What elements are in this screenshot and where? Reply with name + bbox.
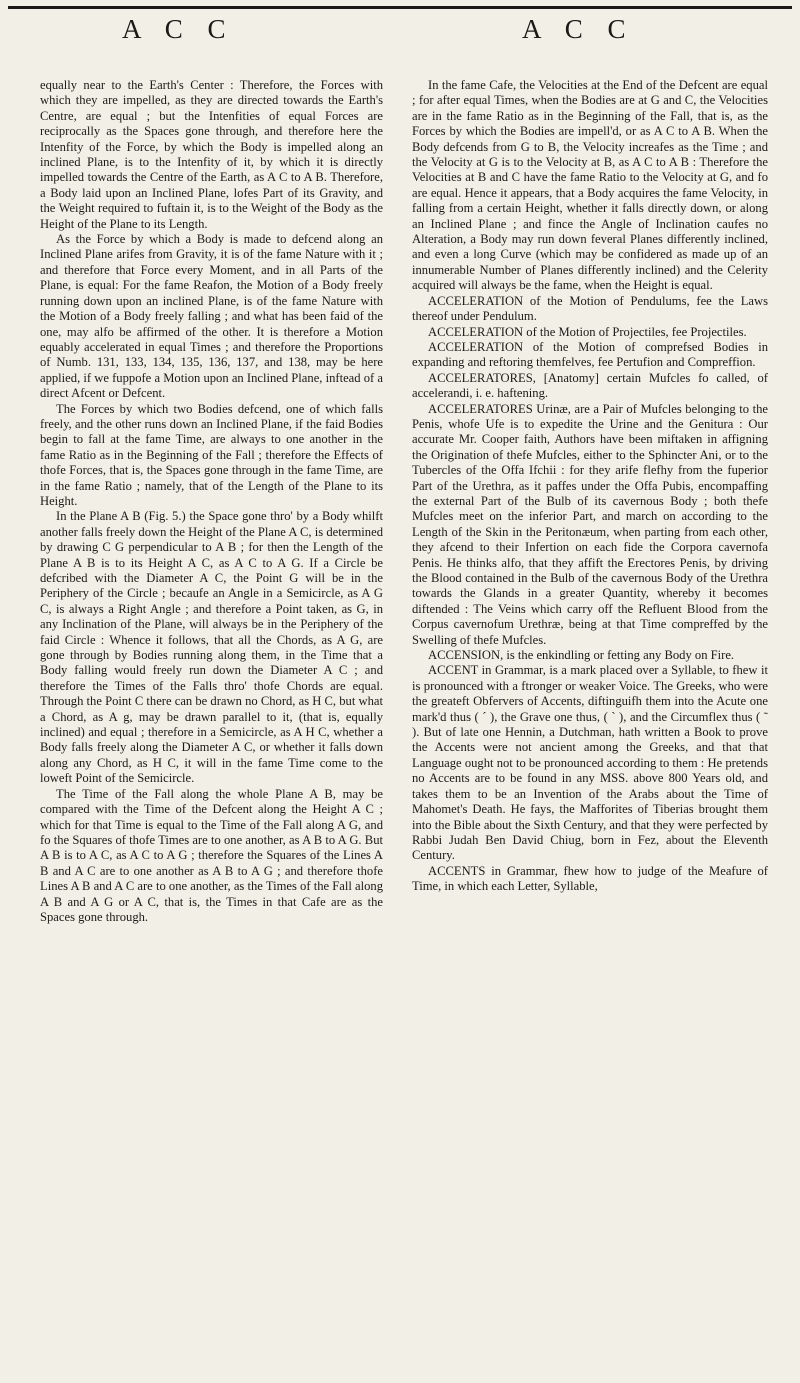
- dictionary-entry: ACCELERATORES Urinæ, are a Pair of Mufcles belonging to the Penis, whofe Ufe is to expedite the Urine and the Genitura : Our accurate Mr. Cooper faith, Authors have been miftaken in affigning the Origination of thefe Mufcles, either to the Sphincter Ani, or to the Tubercles of the Offa Ifchii : for they arife flefhy from the fuperior Part of the Urethra, as it paffes under the Offa Pubis, encompaffing the external Part of the Bulb of its cavernous Body ; both thefe Mufcles meet on the inferior Part, and march on according to the Length of the Skin in the Peritonæum, when parting from each other, they afcend to their Infertion on each fide the Corpora cavernofa Penis. He thinks alfo, that they affift the Erectores Penis, by driving the Blood contained in the Bulb of the cavernous Body of the Urethra towards the Glands in a greater Quantity, whereby it becomes diftended : The Veins which carry off the Refluent Blood from the Corpus cavernofum Urethræ, being at that Time compreffed by the Swelling of thefe Mufcles.: [412, 401, 768, 647]
- paragraph: equally near to the Earth's Center : Therefore, the Forces with which they are impelled, as they are directed towards the Earth's Centre, are equal ; but the Intenfities of equal Forces are reciprocally as the Spaces gone through, and therefore here the Intenfity of the Force, by which the Body is impelled along an inclined Plane, is to the Intenfity of it, by which it is directly impelled towards the Centre of the Earth, as A C to A B. Therefore, a Body laid upon an Inclined Plane, lofes Part of its Gravity, and the Weight required to fuftain it, is to the Weight of the Body as the Height of the Plane to its Length.: [40, 78, 383, 231]
- dictionary-entry: ACCELERATION of the Motion of Projectiles, fee Projectiles.: [428, 324, 747, 339]
- paragraph: The Forces by which two Bodies defcend, one of which falls freely, and the other runs down an Inclined Plane, if the faid Bodies begin to fall at the fame Time, are always to one another in the fame Ratio as in the Beginning of the Fall ; therefore the Effects of thofe Forces, that is, the Spaces gone through in the fame Time, are in the fame Ratio ; namely, that of the Length of the Plane to its Height.: [40, 401, 383, 508]
- paragraph: As the Force by which a Body is made to defcend along an Inclined Plane arifes from Gravity, it is of the fame Nature with it ; and therefore that Force every Moment, and in all Parts of the Plane, is equal: For the fame Reafon, the Motion of a Body freely running down upon an inclined Plane, is of the fame Nature with the Motion of a Body freely falling ; and what has been faid of the one, may alfo be affirmed of the other. It is therefore a Motion equably accelerated in equal Times ; and therefore the Proportions of Numb. 131, 133, 134, 135, 136, 137, and 138, may be here applied, if we fuppofe a Motion upon an Inclined Plane, inftead of a direct Afcent or Defcent.: [40, 232, 383, 401]
- dictionary-entry: ACCENSION, is the enkindling or fetting any Body on Fire.: [428, 648, 735, 663]
- page-header: [0, 0, 800, 52]
- header-rule: [8, 6, 792, 9]
- dictionary-entry: ACCELERATION of the Motion of comprefsed Bodies in expanding and reftoring themfelves, fee Pertufion and Compreffion.: [412, 339, 768, 370]
- left-running-head: A C C: [122, 14, 235, 44]
- dictionary-entry: ACCELERATION of the Motion of Pendulums, fee the Laws thereof under Pendulum.: [412, 293, 768, 324]
- dictionary-entry: ACCELERATORES, [Anatomy] certain Mufcles fo called, of accelerandi, i. e. haftening.: [412, 370, 768, 401]
- paragraph: The Time of the Fall along the whole Plane A B, may be compared with the Time of the Defcent along the Height A C ; which for that Time is equal to the Time of the Fall along A G, and fo the Squares of thofe Times are to one another, as A B to A G. But A B is to A C, as A C to A G ; therefore the Squares of the Lines A B and A C are to one another as A B to A G ; and therefore thofe Lines A B and A C are to one another, as the Times of the Fall along A B and A G or A C, that is, the Times in that Cafe are as the Spaces gone through.: [40, 786, 383, 924]
- right-column: [412, 78, 768, 895]
- left-column: [40, 78, 383, 925]
- right-running-head: A C C: [522, 14, 635, 44]
- dictionary-entry: ACCENT in Grammar, is a mark placed over a Syllable, to fhew it is pronounced with a ftronger or weaker Voice. The Greeks, who were the greateft Obfervers of Accents, diftinguifh them into the Acute one mark'd thus ( ´ ), the Grave one thus, ( ` ), and the Circumflex thus ( ῀ ). But of late one Hennin, a Dutchman, hath written a Book to prove the Accents were not ancient among the Greeks, and that that Language ought not to be pronounced according to them : He pretends no Accents are to be found in any MSS. above 800 Years old, and takes them to be an Invention of the Arabs about the Time of Mahomet's Death. He fays, the Mafforites of Tiberias brought them into the Bible about the Sixth Century, and that they were perfected by Rabbi Judah Ben David Chiug, born in Fez, about the Eleventh Century.: [412, 663, 768, 863]
- dictionary-entry: ACCENTS in Grammar, fhew how to judge of the Meafure of Time, in which each Letter, Syllable,: [412, 863, 768, 894]
- paragraph: In the fame Cafe, the Velocities at the End of the Defcent are equal ; for after equal Times, when the Bodies are at G and C, the Velocities are in the fame Ratio as in the Beginning of the Fall, that is, as the Forces by which the Bodies are impell'd, or as A C to A B. When the Body defcends from G to B, the Velocity increafes as the Time ; and the Velocity at G is to the Velocity at B, as A C to A B : Therefore the Velocities at B and C have the fame Ratio to the Velocity at G, and fo are equal. Hence it appears, that a Body acquires the fame Velocity, in falling from a certain Height, whether it falls directly down, or along an Inclined Plane ; and fince the Angle of Inclination caufes no Alteration, a Body may run down feveral Planes differently inclined, and even a long Curve (which may be confidered as made up of an innumerable Number of Planes differently inclined) and the Celerity acquired will always be the fame, when the Height is equal.: [412, 78, 768, 293]
- paragraph: In the Plane A B (Fig. 5.) the Space gone thro' by a Body whilft another falls freely down the Height of the Plane A C, is determined by drawing C G perpendicular to A B ; for then the Length of the Plane A B is to its Height A C, as A C to A G. If a Circle be defcribed with the Diameter A C, the Point G will be in the Periphery of the Circle ; becaufe an Angle in a Semicircle, as A G C, is always a Right Angle ; and therefore a Point taken, as G, in any Inclination of the Plane, will always be in the Periphery of the faid Circle : Whence it follows, that all the Chords, as A G, are gone through by Bodies running along them, in the Time that a Body falling would freely run down the Diameter A C ; and therefore the Times of the Falls thro' thofe Chords are equal. Through the Point C there can be drawn no Chord, as H C, but what a Chord, as A g, may be drawn parallel to it, (that is, equally inclined) and equal ; therefore in a Semicircle, as A H C, whether a Body falls freely along the Diameter A C, or whether it falls down along any Chord, as H C, it will in the fame Time come to the loweft Point of the Semicircle.: [40, 509, 383, 786]
